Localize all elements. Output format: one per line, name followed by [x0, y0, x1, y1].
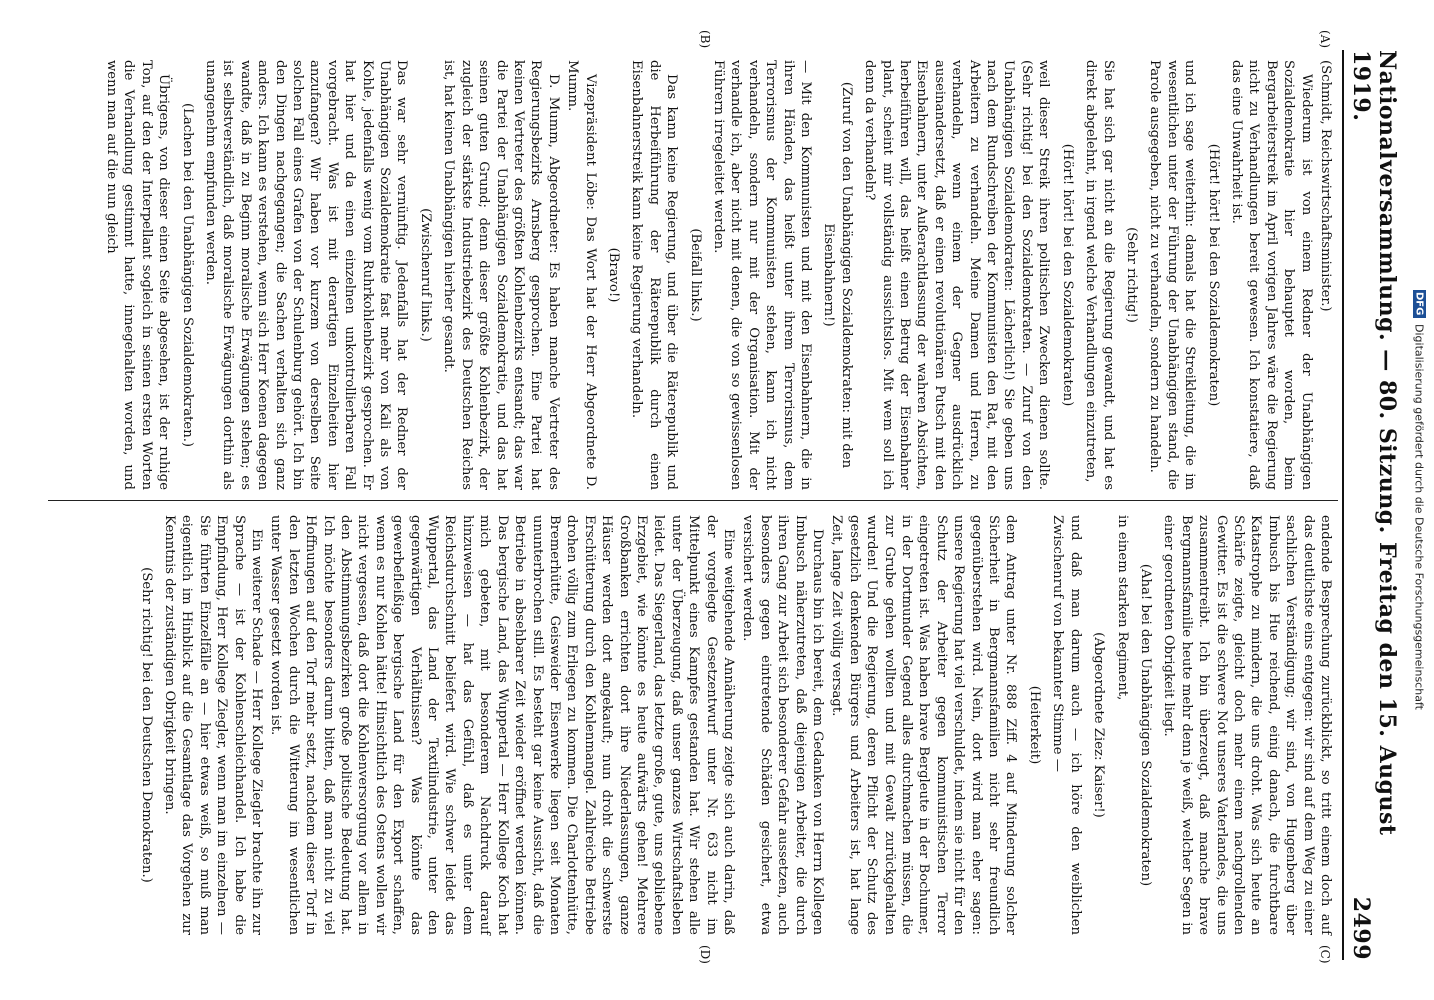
right-column-paragraph: dem Antrag unter Nr. 888 Ziff. 4 auf Minderung solcher Sicherheit in Bergmannsfamilien nicht sehr freundlich gegenüberstehen wird. Nein, dort wird man eher sagen: unsere Regierung hat viel verschuldet, indem sie nicht für den Schutz der Arbeiter gegen kommunistischen Terror eingetreten ist. Was haben brave Bergleute in der Bochumer, in der Dortmunder Gegend alles durchmachen müssen, die zur Grube gehen wollten und mit Gewalt zurückgehalten wurden! Und die Regierung, deren Pflicht der Schutz des gesetzlich denkenden Bürgers und Arbeiters ist, hat lange Zeit, lange Zeit völlig versagt.	[829, 515, 1019, 935]
page-number: 2499	[1348, 896, 1374, 960]
page-header	[1348, 50, 1400, 960]
left-column-paragraph: Übrigens, von dieser einen Seite abgesehen, ist der ruhige Ton, auf den der Interpellant sogleich in seinen ersten Worten die Verhandlung gestimmt hatte, innegehalten worden, und wenn man auf die nun gleich	[104, 60, 172, 490]
right-column-paragraph: in einem starken Regiment,	[1114, 515, 1130, 701]
left-column-paragraph: (Sehr richtig!)	[1123, 227, 1139, 323]
left-column-paragraph: Das war sehr vernünftig. Jedenfalls hat der Redner der Unabhängigen Sozialdemokratie fast mehr von Kali als von Kohle, jedenfalls wenig vom Ruhrkohlenbezirk gesprochen. Er hat hier und da einen einzelnen unkontrollierbaren Fall vorgebracht. Was ist mit derartigen Einzelheiten hier anzufangen? Wir haben vor kurzem von derselben Seite solchen Fall eines Grafen von der Schulenburg gehört. Ich bin den Dingen nachgegangen; die Sachen verhalten sich ganz anders. Ich kann es verstehen, wenn sich Herr Koenen dagegen wandte, daß in zu Beginn moralische Erwägungen stehen; es ist selbstverständlich, daß moralische Erwägungen dorthin als unangenehm empfunden werden.	[203, 60, 410, 490]
left-column-paragraph: (Hört! hört! bei den Sozialdemokraten)	[1205, 143, 1221, 407]
right-column-paragraph: endende Besprechung zurückblickt, so tritt einem doch auf das deutlichste eins entgegen: wir sind auf dem Weg zu einer sachlichen Verständigung; wir sind, von Hugenberg über Imbusch bis Hue reichend, einig danach, die furchtbare Katastrophe zu mindern, die uns droht. Was sich heute an Schärfe zeigte, gleicht doch mehr einem nachgrollenden Gewitter. Es ist die schwere Not unseres Vaterlandes, die uns zusammentreibt. Ich bin überzeugt, daß manche brave Bergmannsfamilie heute mehr denn je weiß, welcher Segen in einer geordneten Obrigkeit liegt.	[1161, 515, 1333, 935]
left-column-paragraph: (Beifall links.)	[687, 228, 703, 322]
right-column-paragraph: (Aha! bei den Unabhängigen Sozialdemokraten)	[1137, 563, 1153, 887]
left-column-paragraph: Das kann keine Regierung, und über die Räterepublik und die Herbeiführung der Räterepublik durch einen Eisenbahnerstreik kann keine Regierung verhandeln.	[629, 60, 680, 490]
right-column-paragraph: (Sehr richtig! bei den Deutschen Demokraten.)	[138, 567, 154, 883]
left-column-paragraph: (Zwischenruf links.)	[417, 208, 433, 342]
margin-marker-b: (B)	[698, 30, 712, 49]
left-column-paragraph: Wiederum ist von einem Redner der Unabhängigen Sozialdemokratie hier behauptet worden, beim Bergarbeiterstreik im April vorigen Jahres wäre die Regierung nicht zu Verhandlungen bereit gewesen. Ich konstatiere, daß das eine Unwahrheit ist.	[1228, 60, 1314, 490]
column-divider	[48, 500, 1338, 501]
left-column-paragraph: (Bravo!)	[605, 247, 621, 303]
right-column-paragraph: Durchaus bin ich bereit, dem Gedanken von Herrn Kollegen Imbusch näherzutreten, daß diejenigen Arbeiter, die durch ihren Gang zur Arbeit sich besonderer Gefahr aussetzen, auch besonders gegen eintretende Schäden gesichert, etwa versichert werden.	[740, 515, 826, 935]
right-column-paragraph: Eine weitgehende Annäherung zeigte sich auch darin, daß der vorgelegte Gesetzentwurf unter Nr. 633 nicht im Mittelpunkt eines Kampfes gestanden hat. Wir stehen alle unter der Überzeugung, daß unser ganzes Wirtschaftsleben leidet. Das Siegerland, das letzte große, gute, uns gebliebene Erzgebiet, wie könnte es heute aufwärts gehen! Mehrere Großbanken errichten dort ihre Niederlassungen, ganze Häuser werden dort angekauft; nun droht die schwerste Erschütterung durch den Kohlenmangel. Zahlreiche Betriebe drohen völlig zum Erliegen zu kommen. Die Charlottenhütte, Bremerhütte, Geisweider Eisenwerke liegen seit Monaten ununterbrochen still. Es besteht gar keine Aussicht, daß die Betriebe in absehbarer Zeit wieder eröffnet werden können. Das bergische Land, das Wuppertal — Herr Kollege Koch hat mich gebeten, mit besonderem Nachdruck darauf hinzuweisen — hat das Gefühl, daß es unter dem Reichsdurchschnitt beliefert wird. Wie schwer leidet das Wuppertal, das Land der Textilindustrie, unter den gegenwärtigen Verhältnissen? Was könnte das gewerbefleißige bergische Land für den Export schaffen, wenn es nur Kohlen hätte! Hinsichtlich des Ostens wollen wir nicht vergessen, daß dort die Kohlenversorgung vor allem in den Abstimmungsbezirken große politische Bedeutung hat. Ich möchte besonders darum bitten, daß man nicht zu viel Hoffnungen auf den Torf mehr setzt, nachdem dieser Torf in den letzten Wochen durch die Witterung im wesentlichen unter Wasser gesetzt worden ist.	[268, 515, 736, 935]
left-column-paragraph: — Mit den Kommunisten und mit den Eisenbahnern, die in ihren Händen, das heißt unter ihrem Terrorismus, dem Terrorismus der Kommunisten stehen, kann ich nicht verhandeln, sondern nur mit der Organisation. Mit der verhandle ich, aber nicht mit denen, die von so gewissenlosen Führern irregeleitet werden.	[711, 60, 814, 490]
left-column-paragraph: (Schmidt, Reichswirtschaftsminister.)	[1318, 60, 1333, 312]
left-column-paragraph: D. Mumm, Abgeordneter: Es haben manche Vertreter des Regierungsbezirks Arnsberg gesprochen. Eine Partei hat keinen Vertreter des größten Kohlenbezirks entsandt; das war die Partei der Unabhängigen Sozialdemokratie, und das hat seinen guten Grund; denn dieser größte Kohlenbezirk, der zugleich der stärkste Industriebezirk des Deutschen Reiches ist, hat keinen Unabhängigen hierher gesandt.	[441, 60, 561, 490]
margin-marker-c: (C)	[1318, 945, 1332, 964]
header-rule	[1342, 50, 1344, 960]
digitization-credit	[1408, 10, 1430, 990]
left-column-paragraph: Vizepräsident Löbe: Das Wort hat der Herr Abgeordnete D. Mumm.	[565, 60, 598, 490]
left-column-paragraph: (Lachen bei den Unabhängigen Sozialdemokraten.)	[179, 102, 195, 448]
document-page	[2, 0, 1412, 1000]
right-column-paragraph: und daß man darum auch — ich höre den weiblichen Zwischenruf von bekannter Stimme —	[1050, 515, 1083, 935]
left-column	[101, 60, 1334, 490]
margin-marker-a: (A)	[1318, 30, 1332, 49]
dfg-logo: DFG	[1413, 292, 1425, 316]
right-column-paragraph: Ein weiterer Schade — Herr Kollege Ziegler brachte ihn zur Sprache — ist der Kohlenschleichhandel. Ich habe die Empfindung, Herr Kollege Ziegler, wenn man im einzelnen — Sie führten Einzelfälle an — hier etwas weiß, so muß man eigentlich im Hinblick auf die Gesamtlage das Vorgehen zur Kenntnis der zuständigen Obrigkeit bringen.	[162, 515, 265, 935]
header-title: Nationalversammlung. — 80. Sitzung. Freitag den 15. August 1919.	[1348, 50, 1400, 836]
right-column-paragraph: (Heiterkeit)	[1026, 685, 1042, 765]
margin-marker-d: (D)	[698, 945, 712, 964]
right-column	[131, 515, 1334, 935]
left-column-paragraph: und ich sage weiterhin: damals hat die Streikleitung, die im wesentlichen unter der Führung der Unabhängigen stand, die Parole ausgegeben, nicht zu verhandeln, sondern zu handeln.	[1147, 60, 1198, 490]
left-column-paragraph: (Zuruf von den Unabhängigen Sozialdemokraten: mit den Eisenbahnern!)	[821, 81, 854, 469]
right-column-paragraph: (Abgeordnete Ziez: Kaiser!)	[1091, 632, 1107, 818]
left-column-paragraph: Sie hat sich gar nicht an die Regierung gewandt, und hat es direkt abgelehnt, in irgend welche Verhandlungen einzutreten,	[1083, 60, 1116, 490]
left-column-paragraph: (Hört! hört! bei den Sozialdemokraten)	[1059, 143, 1075, 407]
left-column-paragraph: weil dieser Streik ihren politischen Zwecken dienen sollte. (Sehr richtig! bei den Sozialdemokraten. — Zuruf von den Unabhängigen Sozialdemokraten: Lächerlich!) Sie geben uns nach dem Rundschreiben der Kommunisten den Rat, mit den Arbeitern zu verhandeln. Meine Damen und Herren, zu verhandeln, wenn einem der Gegner ausdrücklich auseinandersetzt, daß er einen revolutionären Putsch mit den Eisenbahnern, unter Außerachtlassung der wahren Absichten, herbeiführen will, das heißt einen Betrug der Eisenbahner plant, scheint mir vollständig aussichtslos. Mit wem soll ich denn da verhandeln?	[862, 60, 1052, 490]
credit-text: Digitalisierung gefördert durch die Deutsche Forschungsgemeinschaft	[1412, 323, 1426, 710]
